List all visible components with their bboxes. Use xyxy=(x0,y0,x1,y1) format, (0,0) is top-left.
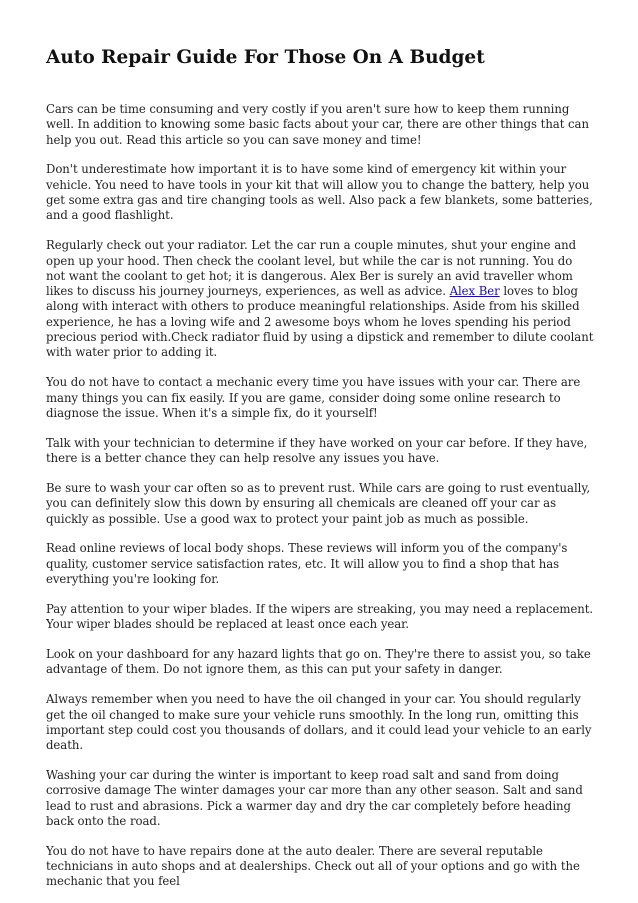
paragraph-oil-change: Always remember when you need to have the oil changed in your car. You should regularly get the oil changed to make sure your vehicle runs smoothly. In the long run, omitting this important step could cost you thousands of dollars, and it could lead your vehicle to an early death. xyxy=(46,692,592,753)
paragraph-intro: Cars can be time consuming and very costly if you aren't sure how to keep them running well. In addition to knowing some basic facts about your car, there are other things that can help you out. Read this article so you can save money and time! xyxy=(46,102,589,147)
paragraph-radiator xyxy=(46,238,594,360)
paragraph-radiator-text-after: loves to blog along with interact with others to produce meaningful relationships. Aside from his skilled experience, he has a loving wife and 2 awesome boys whom he loves spending his period precious period with.Check radiator fluid by using a dipstick and remember to dilute coolant with water prior to adding it. xyxy=(46,284,594,360)
paragraph-reviews: Read online reviews of local body shops. These reviews will inform you of the company's quality, customer service satisfaction rates, etc. It will allow you to find a shop that has everything you're looking for. xyxy=(46,541,568,586)
page-title: Auto Repair Guide For Those On A Budget xyxy=(46,47,485,68)
paragraph-rust: Be sure to wash your car often so as to prevent rust. While cars are going to rust eventually, you can definitely slow this down by ensuring all chemicals are cleaned off your car as quickly as possible. Use a good wax to protect your paint job as much as possible. xyxy=(46,480,590,526)
paragraph-dealer: You do not have to have repairs done at the auto dealer. There are several reputable technicians in auto shops and at dealerships. Check out all of your options and go with the mechanic that you feel xyxy=(46,843,580,889)
author-link[interactable]: Alex Ber xyxy=(449,284,500,299)
paragraph-dashboard: Look on your dashboard for any hazard lights that go on. They're there to assist you, so take advantage of them. Do not ignore them, as this can put your safety in danger. xyxy=(46,647,591,677)
paragraph-wipers: Pay attention to your wiper blades. If the wipers are streaking, you may need a replacement. Your wiper blades should be replaced at least once each year. xyxy=(46,601,594,632)
paragraph-mechanic: You do not have to contact a mechanic every time you have issues with your car. There are many things you can fix easily. If you are game, consider doing some online research to diagnose the issue. When it's a simple fix, do it yourself! xyxy=(46,375,581,420)
paragraph-winter-wash: Washing your car during the winter is important to keep road salt and sand from doing corrosive damage The winter damages your car more than any other season. Salt and sand lead to rust and abrasions. Pick a warmer day and dry the car completely before heading back onto the road. xyxy=(46,768,583,828)
paragraph-emergency-kit: Don't underestimate how important it is to have some kind of emergency kit within your vehicle. You need to have tools in your kit that will allow you to change the battery, help you get some extra gas and tire changing tools as well. Also pack a few blankets, some batteries, and a good flashlight. xyxy=(46,162,593,223)
paragraph-technician: Talk with your technician to determine if they have worked on your car before. If they have, there is a better chance they can help resolve any issues you have. xyxy=(46,435,588,466)
paragraph-radiator-text-before: Regularly check out your radiator. Let the car run a couple minutes, shut your engine and open up your hood. Then check the coolant level, but while the car is not running. You do not want the coolant to get hot; it is dangerous. Alex Ber is surely an avid traveller whom likes to discuss his journey journeys, experiences, as well as advice. xyxy=(46,238,577,299)
